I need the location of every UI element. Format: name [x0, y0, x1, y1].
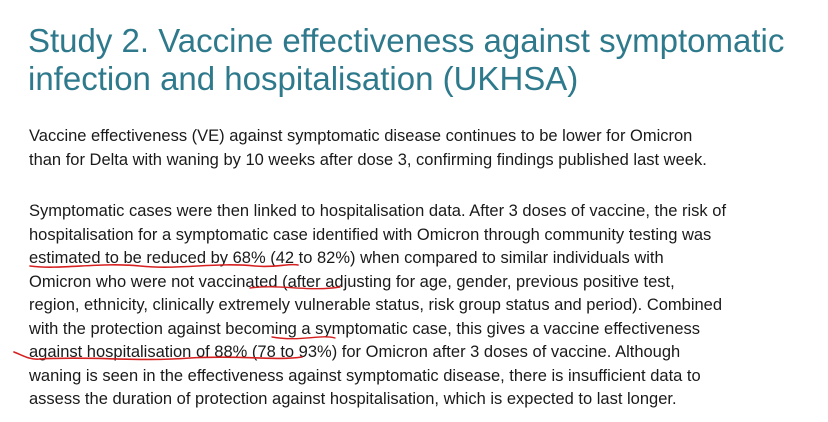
paragraph-line: with the protection against becoming a symptomatic case, this gives a vaccine effectiveness [29, 319, 701, 338]
paragraph-hospitalisation [29, 200, 824, 412]
page-title [28, 22, 818, 98]
paragraph-ve-symptomatic [29, 125, 824, 172]
paragraph-line: against hospitalisation of 88% (78 to 93%) for Omicron after 3 doses of vaccine. Although [29, 343, 681, 361]
paragraph-line: Symptomatic cases were then linked to hospitalisation data. After 3 doses of vaccine, the risk of [29, 202, 727, 220]
paragraph-line: Omicron who were not vaccinated (after adjusting for age, gender, previous positive test, [29, 272, 675, 291]
paragraph-line: estimated to be reduced by 68% (42 to 82%) when compared to similar individuals with [29, 249, 664, 267]
paragraph-line: hospitalisation for a symptomatic case identified with Omicron through community testing was [29, 225, 712, 244]
paragraph-line: than for Delta with waning by 10 weeks after dose 3, confirming findings published last week. [29, 150, 707, 169]
title-line-1: Study 2. Vaccine effectiveness against symptomatic [28, 22, 785, 59]
paragraph-line: assess the duration of protection against hospitalisation, which is expected to last longer. [29, 390, 677, 408]
paragraph-line: Vaccine effectiveness (VE) against symptomatic disease continues to be lower for Omicron [29, 127, 693, 145]
title-line-2: infection and hospitalisation (UKHSA) [28, 60, 579, 97]
paragraph-line: waning is seen in the effectiveness against symptomatic disease, there is insufficient data to [29, 366, 701, 385]
paragraph-line: region, ethnicity, clinically extremely vulnerable status, risk group status and period). Combined [29, 296, 723, 314]
